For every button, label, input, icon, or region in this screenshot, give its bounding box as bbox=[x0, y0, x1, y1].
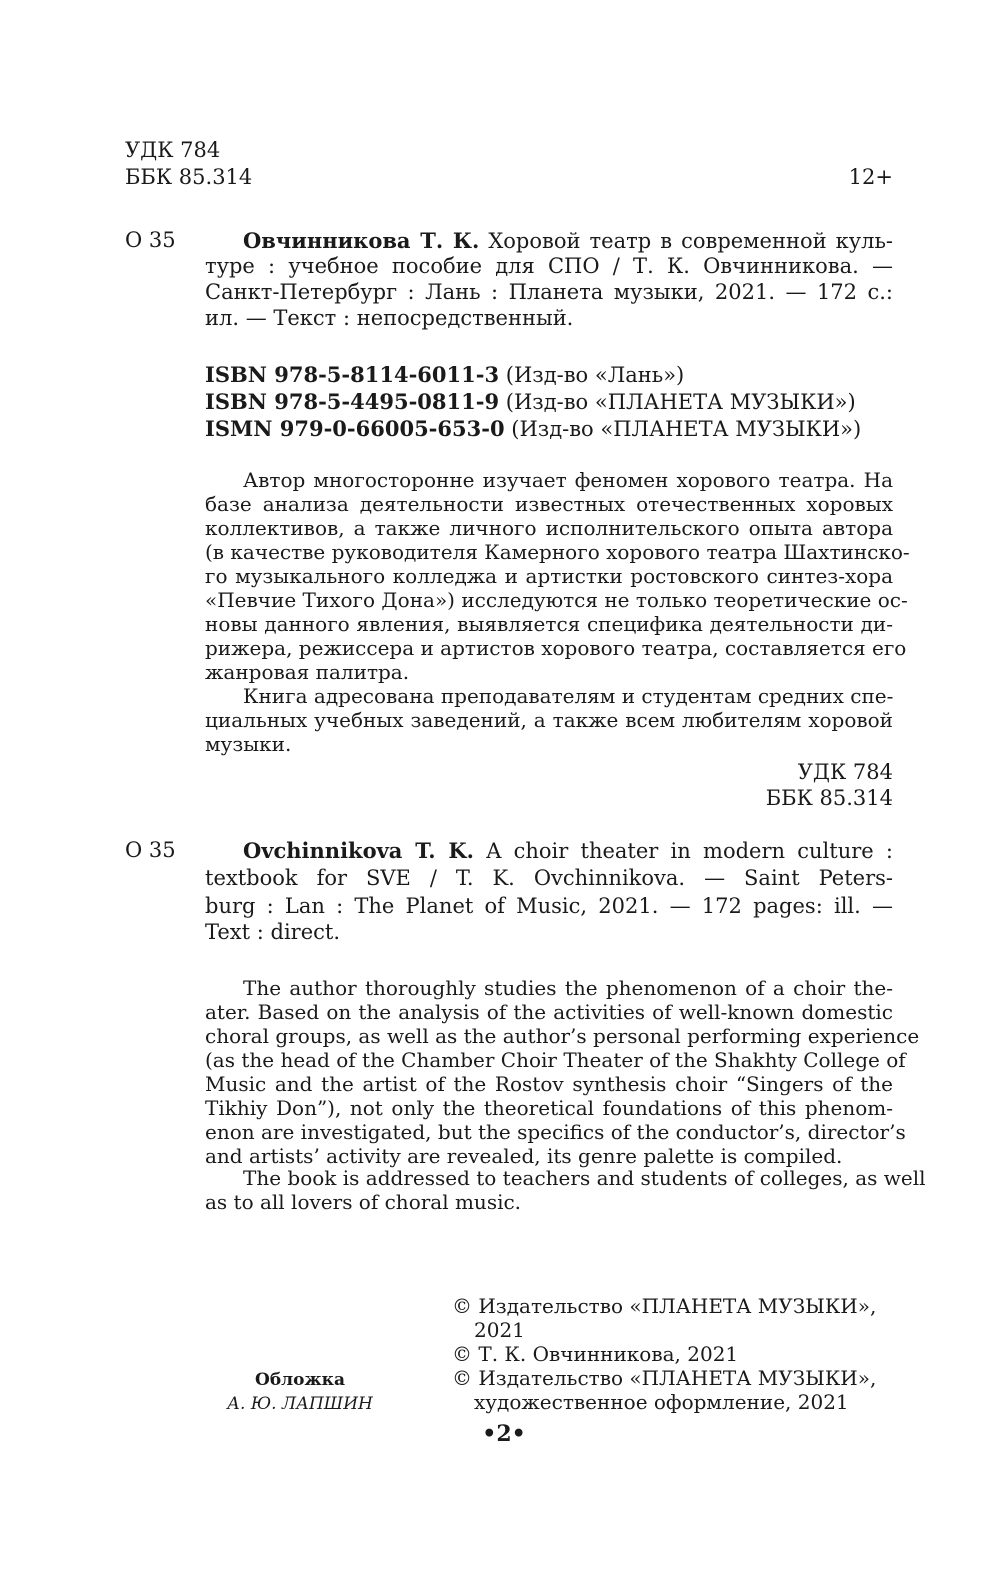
abstract-en-line-5: Music and the artist of the Rostov synthesis choir “Singers of the bbox=[205, 1072, 893, 1096]
abstract-ru-line-12: музыки. bbox=[205, 732, 292, 756]
record-ru-line-3: Санкт-Петербург : Лань : Планета музыки, 2021. — 172 с.: bbox=[205, 280, 893, 304]
copyright-line-3: © Т. К. Овчинникова, 2021 bbox=[452, 1342, 739, 1366]
isbn-lan: ISBN 978-5-8114-6011-3 (Изд-во «Лань») bbox=[205, 362, 685, 387]
abstract-ru-line-11: циальных учебных заведений, а также всем любителям хоровой bbox=[205, 708, 893, 732]
abstract-en-line-10: as to all lovers of choral music. bbox=[205, 1190, 522, 1214]
isbn-planeta: ISBN 978-5-4495-0811-9 (Изд-во «ПЛАНЕТА МУЗЫКИ») bbox=[205, 389, 856, 414]
cover-credit-label: Обложка bbox=[255, 1370, 345, 1390]
abstract-ru-line-8: рижера, режиссера и артистов хорового театра, составляется его bbox=[205, 636, 907, 660]
copyright-line-5: художественное оформление, 2021 bbox=[474, 1390, 849, 1414]
record-en-line-4: Text : direct. bbox=[205, 920, 341, 944]
abstract-ru-line-6: «Певчие Тихого Дона») исследуются не только теоретические ос- bbox=[205, 588, 908, 612]
abstract-en-line-2: ater. Based on the analysis of the activities of well-known domestic bbox=[205, 1000, 893, 1024]
ismn-planeta: ISMN 979-0-66005-653-0 (Изд-во «ПЛАНЕТА МУЗЫКИ») bbox=[205, 416, 862, 441]
header-udk: УДК 784 bbox=[125, 138, 221, 162]
abstract-ru-line-9: жанровая палитра. bbox=[205, 660, 410, 684]
record-en-line-2: textbook for SVE / T. K. Ovchinnikova. — Saint Peters- bbox=[205, 866, 893, 890]
copyright-line-1: © Издательство «ПЛАНЕТА МУЗЫКИ», bbox=[452, 1294, 877, 1318]
record-en-index: О 35 bbox=[125, 838, 176, 862]
abstract-en-line-4: (as the head of the Chamber Choir Theater of the Shakhty College of bbox=[205, 1048, 906, 1072]
record-ru-author: Овчинникова Т. К. bbox=[243, 228, 480, 253]
record-ru-index: О 35 bbox=[125, 228, 176, 252]
cover-credit-name: А. Ю. ЛАПШИН bbox=[227, 1394, 373, 1414]
footer-bbk: ББК 85.314 bbox=[765, 786, 893, 810]
abstract-ru-line-7: новы данного явления, выявляется специфика деятельности ди- bbox=[205, 612, 893, 636]
record-ru-line-1: Овчинникова Т. К. Хоровой театр в современной куль- bbox=[243, 228, 893, 253]
header-bbk: ББК 85.314 bbox=[125, 165, 253, 189]
record-ru-line-2: туре : учебное пособие для СПО / Т. К. Овчинникова. — bbox=[205, 254, 893, 278]
age-rating: 12+ bbox=[848, 165, 893, 189]
abstract-en-line-9: The book is addressed to teachers and students of colleges, as well bbox=[243, 1166, 926, 1190]
copyright-line-2: 2021 bbox=[474, 1318, 525, 1342]
abstract-ru-line-2: базе анализа деятельности известных отечественных хоровых bbox=[205, 492, 893, 516]
abstract-en-line-8: and artists’ activity are revealed, its genre palette is compiled. bbox=[205, 1144, 843, 1168]
abstract-ru-line-4: (в качестве руководителя Камерного хорового театра Шахтинско- bbox=[205, 540, 910, 564]
abstract-en-line-1: The author thoroughly studies the phenomenon of a choir the- bbox=[243, 976, 893, 1000]
abstract-en-line-3: choral groups, as well as the author’s personal performing experience bbox=[205, 1024, 920, 1048]
abstract-en-line-6: Tikhiy Don”), not only the theoretical foundations of this phenom- bbox=[205, 1096, 893, 1120]
abstract-ru-line-1: Автор многосторонне изучает феномен хорового театра. На bbox=[243, 468, 893, 492]
footer-udk: УДК 784 bbox=[797, 760, 893, 784]
copyright-line-4: © Издательство «ПЛАНЕТА МУЗЫКИ», bbox=[452, 1366, 877, 1390]
abstract-en-line-7: enon are investigated, but the specifics of the conductor’s, director’s bbox=[205, 1120, 906, 1144]
record-en-line-3: burg : Lan : The Planet of Music, 2021. — 172 pages: ill. — bbox=[205, 894, 893, 918]
record-en-author: Ovchinnikova T. K. bbox=[243, 838, 474, 863]
abstract-ru-line-3: коллективов, а также личного исполнительского опыта автора bbox=[205, 516, 893, 540]
abstract-ru-line-10: Книга адресована преподавателям и студентам средних спе- bbox=[243, 684, 894, 708]
record-ru-line-4: ил. — Текст : непосредственный. bbox=[205, 306, 574, 330]
abstract-ru-line-5: го музыкального колледжа и артистки ростовского синтез-хора bbox=[205, 564, 893, 588]
record-en-line-1: Ovchinnikova T. K. A choir theater in modern culture : bbox=[243, 838, 893, 863]
page-number: •2• bbox=[482, 1421, 526, 1447]
